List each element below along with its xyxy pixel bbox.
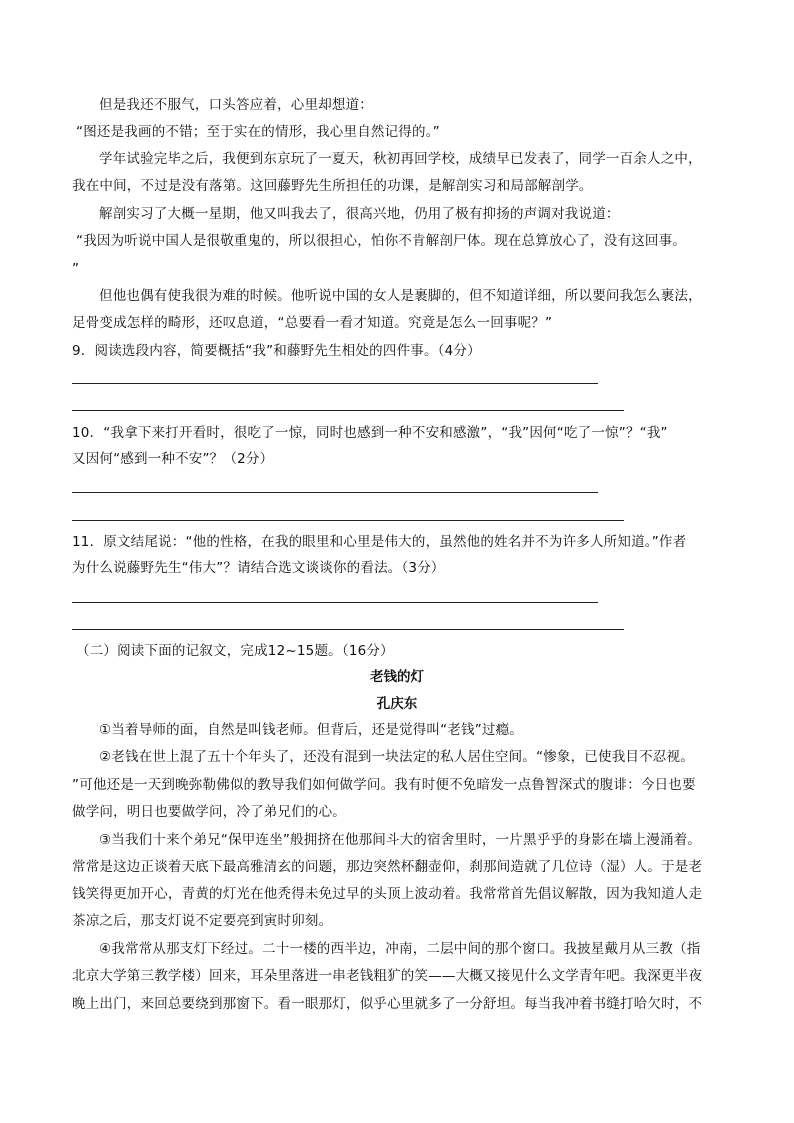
- article-paragraph-3-line-1: ③当我们十来个弟兄“保甲连坐”般拥挤在他那间斗大的宿舍里时，一片黑乎乎的身影在墙上漫涌着。: [99, 832, 702, 848]
- section-2-heading: （二）阅读下面的记叙文，完成12~15题。（16分）: [76, 643, 394, 659]
- question-11-line-2: 为什么说藤野先生“伟大”？请结合选文谈谈你的看法。（3分）: [72, 560, 445, 576]
- article-paragraph-3-line-3: 钱笑得更加开心，青黄的灯光在他秃得未免过早的头顶上波动着。我常常首先倡议解散，因为我知道人走: [72, 886, 703, 902]
- answer-line[interactable]: [72, 410, 624, 411]
- article-paragraph-1: ①当着导师的面，自然是叫钱老师。但背后，还是觉得叫“老钱”过瘾。: [99, 722, 523, 738]
- passage-paragraph-3-line-2: 我在中间，不过是没有落第。这回藤野先生所担任的功课，是解剖实习和局部解剖学。: [72, 178, 593, 194]
- article-paragraph-4-line-2: 北京大学第三教学楼）回来，耳朵里落进一串老钱粗犷的笑——大概又接见什么文学青年吧。我深更半夜: [72, 968, 703, 984]
- answer-line[interactable]: [72, 492, 598, 493]
- passage-paragraph-6-line-1: 但他也偶有使我很为难的时候。他听说中国的女人是裹脚的，但不知道详细，所以要问我怎么裹法，: [99, 288, 702, 304]
- answer-line[interactable]: [72, 383, 598, 384]
- article-paragraph-4-line-3: 晚上出门，来回总要绕到那窗下。看一眼那灯，似乎心里就多了一分舒坦。每当我冲着书缝打哈欠时，不: [72, 996, 703, 1012]
- article-paragraph-2-line-3: 做学问，明日也要做学问，冷了弟兄们的心。: [72, 804, 346, 820]
- question-9: 9．阅读选段内容，简要概括“我”和藤野先生相处的四件事。（4分）: [72, 343, 481, 359]
- article-author: 孔庆东: [376, 696, 418, 712]
- passage-quote-2-line-1: “我因为听说中国人是很敬重鬼的，所以很担心，怕你不肯解剖尸体。现在总算放心了，没有这回事。: [76, 233, 686, 249]
- question-10-line-1: 10．“我拿下来打开看时，很吃了一惊，同时也感到一种不安和感激”，“我”因何“吃了一惊”？“我”: [72, 425, 668, 441]
- answer-line[interactable]: [72, 520, 624, 521]
- answer-line[interactable]: [72, 602, 598, 603]
- article-title: 老钱的灯: [370, 669, 424, 685]
- question-11-line-1: 11．原文结尾说：“他的性格，在我的眼里和心里是伟大的，虽然他的姓名并不为许多人所知道。”作者: [72, 534, 687, 550]
- question-10-line-2: 又因何“感到一种不安”？（2分）: [72, 451, 274, 467]
- passage-paragraph-3-line-1: 学年试验完毕之后，我便到东京玩了一夏天，秋初再回学校，成绩早已发表了，同学一百余人之中，: [99, 151, 702, 167]
- article-paragraph-3-line-2: 常常是这边正谈着天底下最高雅清玄的问题，那边突然杯翻壶仰，刹那间造就了几位诗（湿）人。于是老: [72, 859, 703, 875]
- article-paragraph-2-line-1: ②老钱在世上混了五十个年头了，还没有混到一块法定的私人居住空间。“惨象，已使我目不忍视。: [99, 749, 694, 765]
- passage-quote-2-line-2: ”: [72, 261, 80, 277]
- answer-line[interactable]: [72, 629, 624, 630]
- article-paragraph-3-line-4: 茶凉之后，那支灯说不定要亮到寅时卯刻。: [72, 913, 333, 929]
- passage-paragraph-4: 解剖实习了大概一星期，他又叫我去了，很高兴地，仍用了极有抑扬的声调对我说道：: [99, 206, 620, 222]
- passage-paragraph-6-line-2: 足骨变成怎样的畸形，还叹息道，“总要看一看才知道。究竟是怎么一回事呢？”: [72, 315, 553, 331]
- article-paragraph-4-line-1: ④我常常从那支灯下经过。二十一楼的西半边，冲南，二层中间的那个窗口。我披星戴月从三教（指: [99, 941, 701, 957]
- passage-paragraph-1: 但是我还不服气，口头答应着，心里却想道：: [99, 97, 373, 113]
- article-paragraph-2-line-2: ”可他还是一天到晚弥勒佛似的教导我们如何做学问。我有时便不免暗发一点鲁智深式的腹诽：今日也要: [72, 777, 696, 793]
- passage-quote-1: “图还是我画的不错；至于实在的情形，我心里自然记得的。”: [76, 124, 440, 140]
